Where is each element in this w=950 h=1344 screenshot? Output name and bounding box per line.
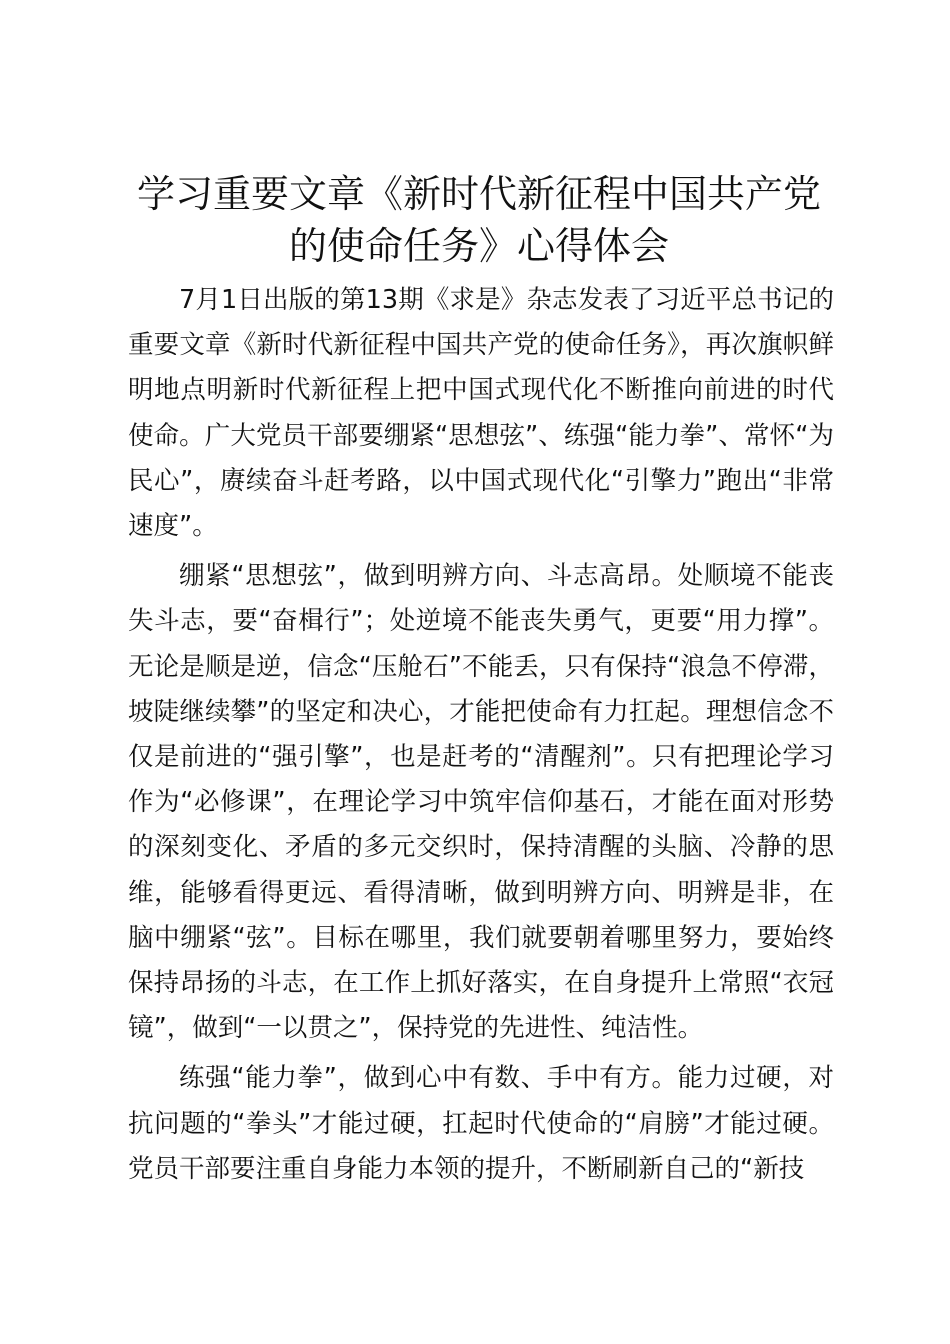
document-title: 学习重要文章《新时代新征程中国共产党的使命任务》心得体会	[136, 172, 821, 268]
paragraph-thinking: 绷紧“思想弦”，做到明辨方向、斗志高昂。处顺境不能丧失斗志，要“奋楫行”；处逆境不能丧失勇气，更要“用力撑”。无论是顺是逆，信念“压舱石”不能丢，只有保持“浪急不停滞，坡陡继续攀”的坚定和决心，才能把使命有力扛起。理想信念不仅是前进的“强引擎”，也是赶考的“清醒剂”。只有把理论学习作为“必修课”，在理论学习中筑牢信仰基石，才能在面对形势的深刻变化、矛盾的多元交织时，保持清醒的头脑、冷静的思维，能够看得更远、看得清晰，做到明辨方向、明辨是非，在脑中绷紧“弦”。目标在哪里，我们就要朝着哪里努力，要始终保持昂扬的斗志，在工作上抓好落实，在自身提升上常照“衣冠镜”，做到“一以贯之”，保持党的先进性、纯洁性。	[128, 561, 834, 1044]
document-body	[128, 278, 834, 1197]
paragraph-intro: 7月1日出版的第13期《求是》杂志发表了习近平总书记的重要文章《新时代新征程中国共产党的使命任务》，再次旗帜鲜明地点明新时代新征程上把中国式现代化不断推向前进的时代使命。广大党员干部要绷紧“思想弦”、练强“能力拳”、常怀“为民心”，赓续奋斗赶考路，以中国式现代化“引擎力”跑出“非常速度”。	[128, 285, 834, 542]
paragraph-ability: 练强“能力拳”，做到心中有数、手中有方。能力过硬，对抗问题的“拳头”才能过硬，扛起时代使命的“肩膀”才能过硬。党员干部要注重自身能力本领的提升，不断刷新自己的“新技	[128, 1063, 834, 1184]
